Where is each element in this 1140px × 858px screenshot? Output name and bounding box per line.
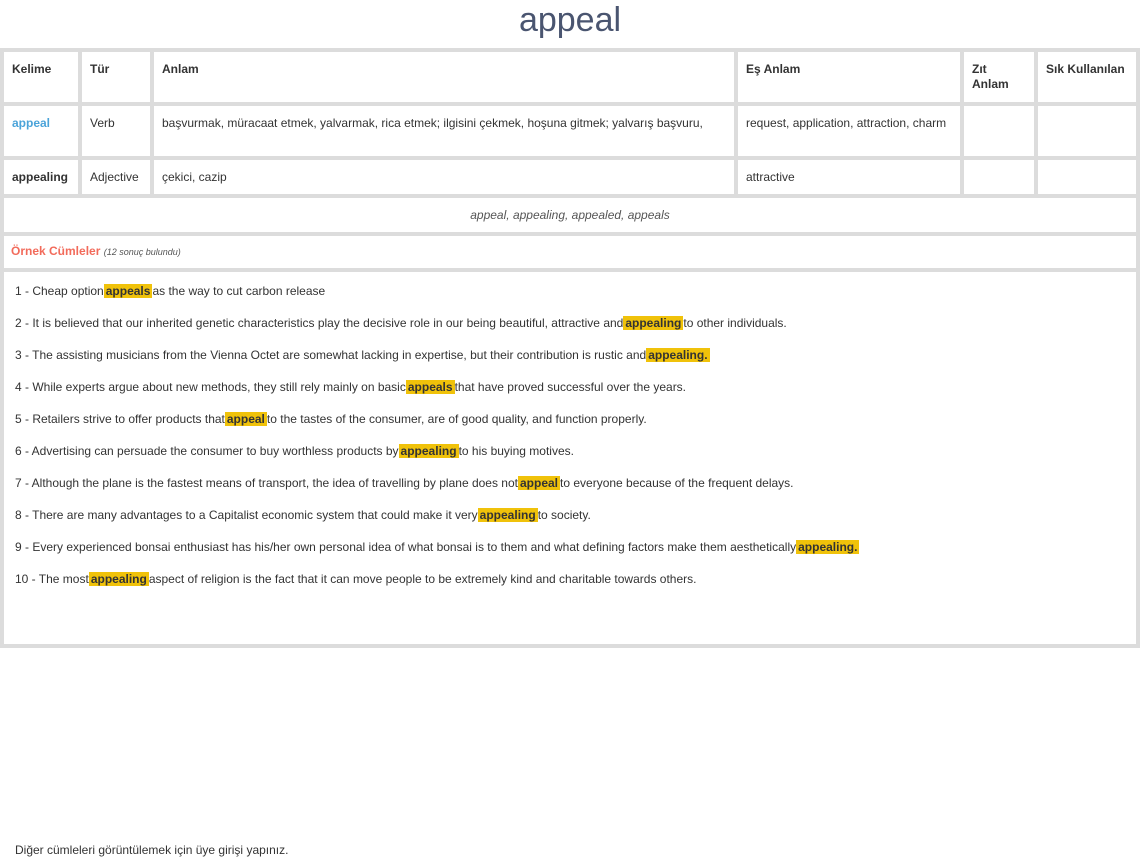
example-sentence [15, 316, 787, 331]
highlighted-word: appeal [226, 412, 265, 426]
login-prompt-suffix: yapınız. [243, 843, 289, 857]
sentence-text: to the tastes of the consumer, are of good quality, and function properly. [266, 412, 647, 426]
header-frequent: Sık Kullanılan [1038, 52, 1136, 102]
sentence-text: 6 - Advertising can persuade the consumer to buy worthless products by [15, 444, 399, 458]
sentence-text: that have proved successful over the years. [454, 380, 687, 394]
sentence-text: 8 - There are many advantages to a Capitalist economic system that could make it very [15, 508, 478, 522]
example-sentence [15, 412, 647, 427]
sentence-text: 10 - The most [15, 572, 89, 586]
login-link[interactable]: üye girişi [195, 843, 244, 857]
examples-heading: Örnek Cümleler [11, 244, 101, 258]
highlighted-word: appealing [479, 508, 536, 522]
example-sentence [15, 348, 710, 363]
example-sentence [15, 284, 325, 299]
login-prompt-text: Diğer cümleleri görüntülemek için [15, 843, 196, 857]
sentence-text: to everyone because of the frequent delays. [560, 476, 794, 490]
examples-count: (12 sonuç bulundu) [103, 247, 181, 257]
sentence-text: to other individuals. [683, 316, 787, 330]
sentence-text: 5 - Retailers strive to offer products that [15, 412, 225, 426]
login-prompt [15, 843, 288, 858]
sentence-text: aspect of religion is the fact that it can move people to be extremely kind and charitable towards others. [148, 572, 697, 586]
row-meaning: çekici, cazip [154, 160, 734, 194]
sentence-text: as the way to cut carbon release [152, 284, 326, 298]
highlighted-word: appealing [625, 316, 682, 330]
row-synonyms: attractive [738, 160, 960, 194]
row-frequent [1038, 106, 1136, 156]
sentence-text: to society. [537, 508, 591, 522]
row-meaning: başvurmak, müracaat etmek, yalvarmak, rica etmek; ilgisini çekmek, hoşuna gitmek; yalvarış başvuru, [154, 106, 734, 156]
word-appealing: appealing [12, 170, 69, 184]
page-title: appeal [518, 1, 622, 39]
example-sentence [15, 444, 574, 459]
row-type: Verb [82, 106, 150, 156]
sentence-text: 4 - While experts argue about new methods, they still rely mainly on basic [15, 380, 406, 394]
row-synonyms: request, application, attraction, charm [738, 106, 960, 156]
example-sentence [15, 508, 591, 523]
highlighted-word: appealing [90, 572, 147, 586]
sentence-text: 9 - Every experienced bonsai enthusiast has his/her own personal idea of what bonsai is to them and what defining factors make them aesthetically [15, 540, 797, 554]
table-row [4, 160, 78, 194]
sentence-text: 1 - Cheap option [15, 284, 104, 298]
example-sentence [15, 540, 859, 555]
highlighted-word: appealing [400, 444, 457, 458]
row-type: Adjective [82, 160, 150, 194]
highlighted-word: appeals [105, 284, 151, 298]
sentence-text: to his buying motives. [458, 444, 574, 458]
example-sentence [15, 572, 696, 587]
header-synonyms: Eş Anlam [738, 52, 960, 102]
word-forms: appeal, appealing, appealed, appeals [4, 198, 1136, 232]
header-meaning: Anlam [154, 52, 734, 102]
examples-list [4, 272, 1136, 857]
row-antonyms [964, 106, 1034, 156]
highlighted-word: appeals [407, 380, 453, 394]
header-word: Kelime [4, 52, 78, 102]
highlighted-word: appealing. [798, 540, 858, 554]
row-antonyms [964, 160, 1034, 194]
sentence-text: 3 - The assisting musicians from the Vienna Octet are somewhat lacking in expertise, but their contribution is rustic and [15, 348, 647, 362]
row-frequent [1038, 160, 1136, 194]
sentence-text: 2 - It is believed that our inherited genetic characteristics play the decisive role in our being beautiful, attractive and [15, 316, 624, 330]
example-sentence [15, 380, 686, 395]
highlighted-word: appealing. [648, 348, 708, 362]
word-link-appeal[interactable]: appeal [12, 116, 51, 130]
sentence-text: 7 - Although the plane is the fastest means of transport, the idea of travelling by plane does not [15, 476, 518, 490]
highlighted-word: appeal [520, 476, 559, 490]
example-sentence [15, 476, 794, 491]
header-type: Tür [82, 52, 150, 102]
dictionary-panel [0, 48, 1140, 857]
examples-header [4, 236, 1136, 268]
table-row [4, 106, 78, 156]
header-antonyms: Zıt Anlam [964, 52, 1034, 102]
